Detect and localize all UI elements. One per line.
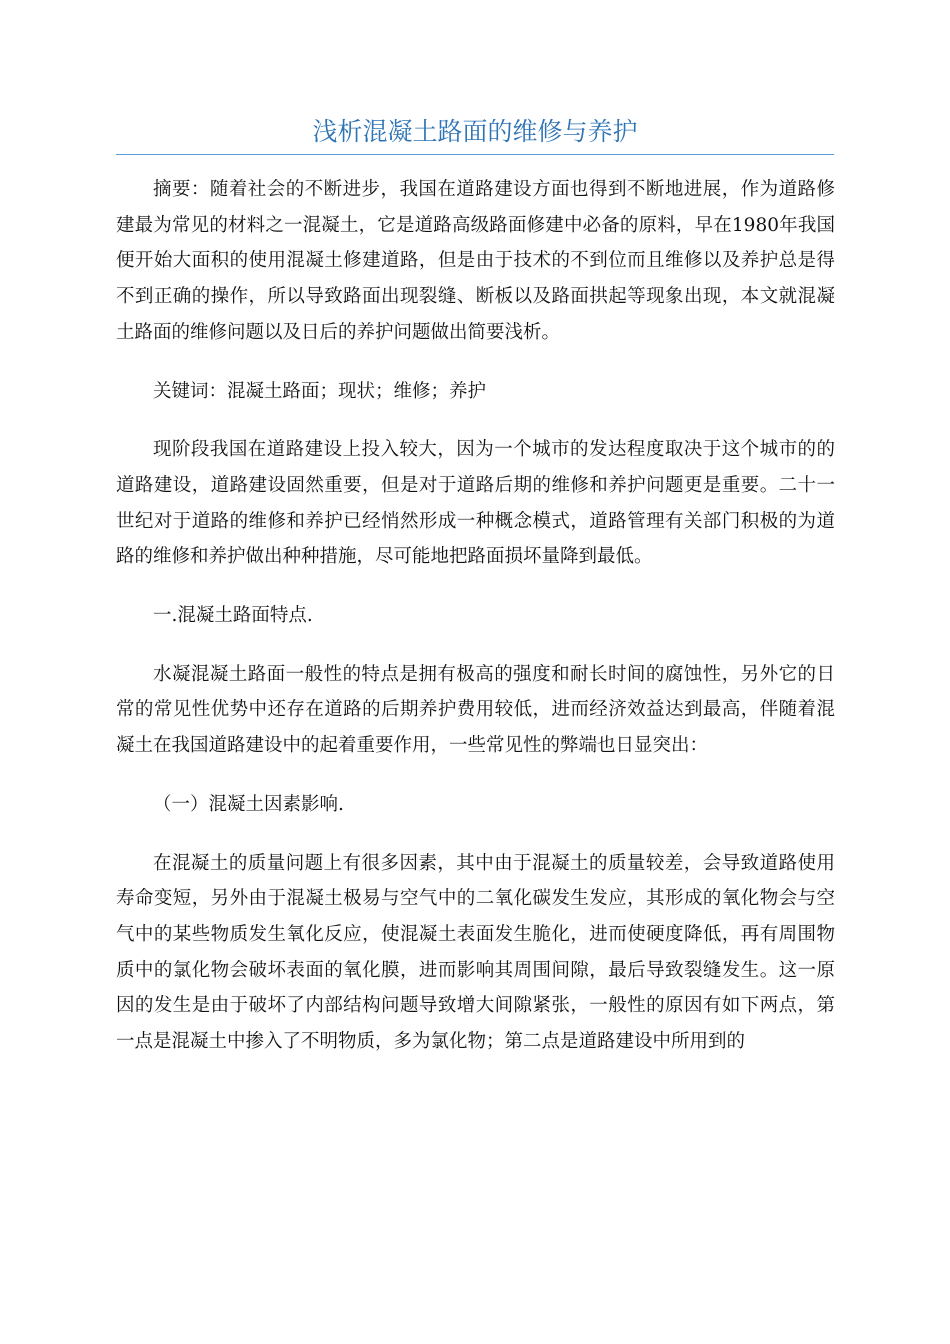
body-paragraph: 水凝混凝土路面一般性的特点是拥有极高的强度和耐长时间的腐蚀性，另外它的日常的常见性优势中还存在道路的后期养护费用较低，进而经济效益达到最高，伴随着混凝土在我国道路建设中的起着重要作用，一些常见性的弊端也日显突出： <box>116 663 835 757</box>
body-paragraph: 在混凝土的质量问题上有很多因素，其中由于混凝土的质量较差，会导致道路使用寿命变短，另外由于混凝土极易与空气中的二氧化碳发生发应，其形成的氧化物会与空气中的某些物质发生氧化反应，使混凝土表面发生脆化，进而使硬度降低，再有周围物质中的氯化物会破坏表面的氧化膜，进而影响其周围间隙，最后导致裂缝发生。这一原因的发生是由于破坏了内部结构问题导致增大间隙紧张，一般性的原因有如下两点，第一点是混凝土中掺入了不明物质，多为氯化物；第二点是道路建设中所用到的 <box>116 852 835 1053</box>
intro-paragraph: 现阶段我国在道路建设上投入较大，因为一个城市的发达程度取决于这个城市的的道路建设，道路建设固然重要，但是对于道路后期的维修和养护问题更是重要。二十一世纪对于道路的维修和养护已经悄然形成一种概念模式，道路管理有关部门积极的为道路的维修和养护做出种种措施，尽可能地把路面损坏量降到最低。 <box>116 439 835 568</box>
document-title: 浅析混凝土路面的维修与养护 <box>312 117 638 146</box>
abstract-paragraph: 摘要：随着社会的不断进步，我国在道路建设方面也得到不断地进展，作为道路修建最为常见的材料之一混凝土，它是道路高级路面修建中必备的原料，早在1980年我国便开始大面积的使用混凝土修建道路，但是由于技术的不到位而且维修以及养护总是得不到正确的操作，所以导致路面出现裂缝、断板以及路面拱起等现象出现，本文就混凝土路面的维修问题以及日后的养护问题做出简要浅析。 <box>116 179 835 343</box>
subsection-heading-1: （一）混凝土因素影响. <box>153 793 344 815</box>
keywords-paragraph: 关键词：混凝土路面；现状；维修；养护 <box>153 380 487 402</box>
section-heading-1: 一.混凝土路面特点. <box>153 605 313 627</box>
document-body <box>116 172 835 1083</box>
title-underline <box>116 154 834 155</box>
